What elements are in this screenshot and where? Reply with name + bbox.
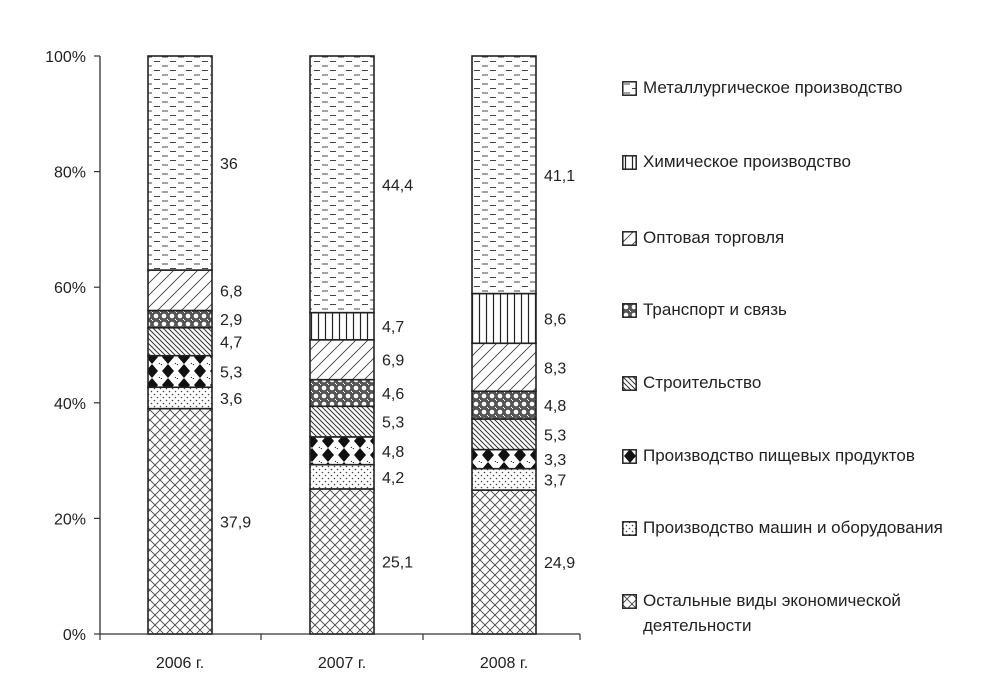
data-label: 6,9 (382, 352, 405, 370)
y-tick-label: 80% (53, 164, 86, 182)
legend-item (622, 300, 973, 322)
bar-segment (310, 437, 374, 465)
legend-item (622, 78, 973, 100)
legend-swatch (622, 155, 637, 170)
bar-segment (472, 469, 536, 490)
data-label: 4,7 (220, 334, 243, 352)
data-label: 6,8 (220, 283, 243, 301)
legend-swatch (622, 81, 637, 96)
bar-segment (310, 489, 374, 634)
legend-label: Транспорт и связь (643, 300, 787, 319)
data-label: 3,3 (544, 452, 567, 470)
bar-segment (472, 419, 536, 450)
x-tick-label: 2008 г. (479, 655, 529, 672)
data-label: 4,6 (382, 385, 405, 403)
legend-swatch (622, 594, 637, 609)
data-label: 25,1 (382, 554, 414, 572)
bar-segment (472, 343, 536, 391)
data-label: 41,1 (544, 167, 576, 185)
data-label: 4,8 (544, 398, 567, 416)
legend-label: Строительство (643, 373, 762, 392)
bar-segment (310, 465, 374, 489)
y-tick-label: 60% (53, 280, 86, 298)
bar-segment (148, 311, 212, 328)
data-label: 8,3 (544, 360, 567, 378)
data-label: 24,9 (544, 555, 576, 573)
data-label: 3,6 (220, 390, 243, 408)
data-label: 44,4 (382, 177, 414, 195)
legend-item (622, 591, 973, 638)
legend-swatch (622, 521, 637, 536)
data-label: 8,6 (544, 311, 567, 329)
bar-segment (148, 356, 212, 388)
data-label: 5,3 (382, 414, 405, 432)
legend-swatch (622, 376, 637, 391)
bar-segment (310, 313, 374, 340)
legend-swatch (622, 303, 637, 318)
bar-segment (310, 340, 374, 380)
bar-segment (310, 380, 374, 407)
legend-label: Металлургическое производство (643, 78, 903, 97)
y-tick-label: 100% (45, 49, 86, 66)
bar-segment (310, 56, 374, 313)
bar-segment (472, 450, 536, 469)
legend-label: Остальные виды экономической деятельности (643, 591, 901, 635)
legend-item (622, 373, 973, 395)
data-label: 3,7 (544, 472, 567, 490)
legend-item (622, 446, 973, 468)
data-label: 5,3 (544, 427, 567, 445)
bar-segment (148, 387, 212, 408)
data-label: 4,8 (382, 443, 405, 461)
y-tick-label: 40% (53, 395, 86, 413)
bar-segment (148, 270, 212, 310)
legend-label: Производство машин и оборудования (643, 518, 943, 537)
legend-swatch (622, 449, 637, 464)
data-label: 4,2 (382, 469, 405, 487)
legend-item (622, 152, 973, 174)
legend-label: Оптовая торговля (643, 228, 785, 247)
bar-segment (148, 328, 212, 356)
legend-label: Химическое производство (643, 152, 851, 171)
y-tick-label: 20% (53, 511, 86, 529)
data-label: 5,3 (220, 364, 243, 382)
legend-item (622, 228, 973, 250)
x-tick-label: 2006 г. (155, 655, 205, 672)
bar-segment (472, 490, 536, 634)
bar-segment (148, 56, 212, 270)
legend-label: Производство пищевых продуктов (643, 446, 915, 465)
data-label: 4,7 (382, 319, 405, 337)
bar-segment (472, 56, 536, 294)
y-tick-label: 0% (62, 627, 86, 644)
bar-segment (310, 406, 374, 437)
bar-segment (472, 391, 536, 419)
data-label: 36 (220, 156, 238, 174)
legend-swatch (622, 231, 637, 246)
bar-segment (148, 409, 212, 634)
bar-segment (472, 294, 536, 344)
data-label: 37,9 (220, 514, 252, 532)
data-label: 2,9 (220, 312, 243, 330)
x-tick-label: 2007 г. (317, 655, 367, 672)
legend-item (622, 518, 973, 540)
